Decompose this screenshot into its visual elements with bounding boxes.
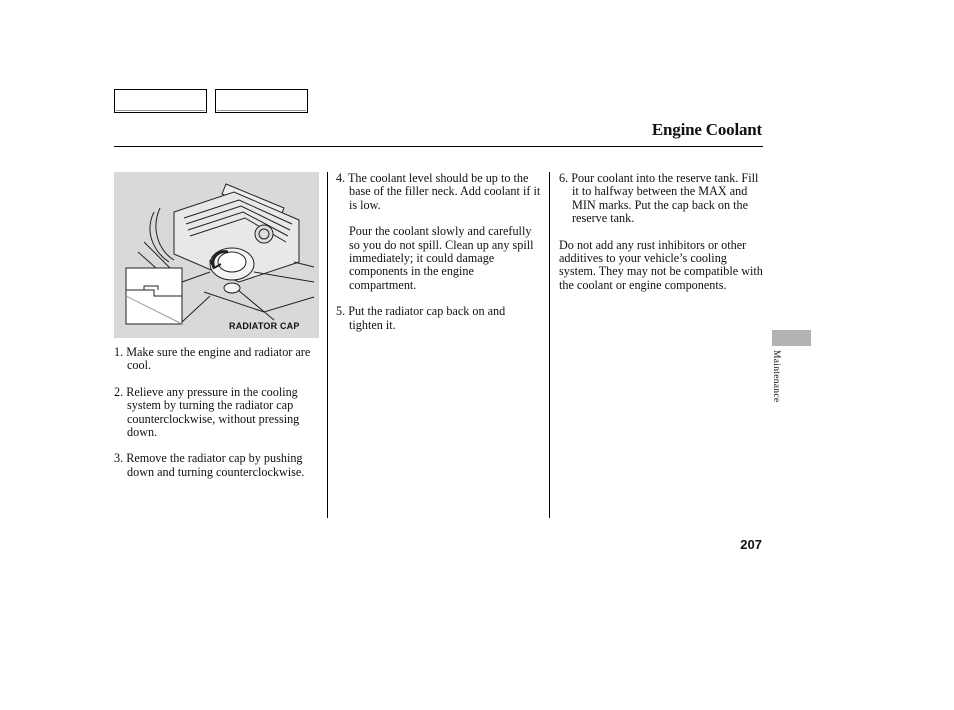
step-6: 6. Pour coolant into the reserve tank. Fill it to halfway between the MAX and MIN marks. Put the cap back on the reserve tank.: [559, 171, 759, 226]
column-divider: [549, 172, 550, 518]
step-4: 4. The coolant level should be up to the base of the filler neck. Add coolant if it is low.: [336, 171, 541, 212]
radiator-cap-illustration: [114, 172, 319, 338]
step-5: 5. Put the radiator cap back on and tighten it.: [336, 304, 506, 332]
step-2: 2. Relieve any pressure in the cooling system by turning the radiator cap counterclockwise, without pressing down.: [114, 384, 300, 440]
engine-radiator-cap-illustration: [114, 172, 319, 338]
additive-note: Do not add any rust inhibitors or other additives to your vehicle’s cooling system. They may not be compatible with the coolant or engine components.: [559, 237, 763, 292]
column-divider: [327, 172, 328, 518]
step-4-note: Pour the coolant slowly and carefully so you do not spill. Clean up any spill immediately; it could damage components in the engine compartment.: [349, 224, 534, 292]
column-2: [336, 172, 542, 345]
radiator-cap-label: RADIATOR CAP: [229, 321, 300, 331]
page-title: Engine Coolant: [651, 120, 762, 139]
column-1: [114, 346, 324, 492]
page-number: 207: [740, 537, 762, 552]
nav-button-previous[interactable]: [114, 89, 207, 113]
title-divider: [114, 146, 763, 147]
section-tab[interactable]: [772, 330, 811, 346]
nav-button-next[interactable]: [215, 89, 308, 113]
column-3: [559, 172, 765, 305]
section-tab-label: Maintenance: [771, 350, 781, 403]
step-1: 1. Make sure the engine and radiator are cool.: [114, 345, 311, 373]
step-3: 3. Remove the radiator cap by pushing down and turning counterclockwise.: [114, 451, 305, 479]
